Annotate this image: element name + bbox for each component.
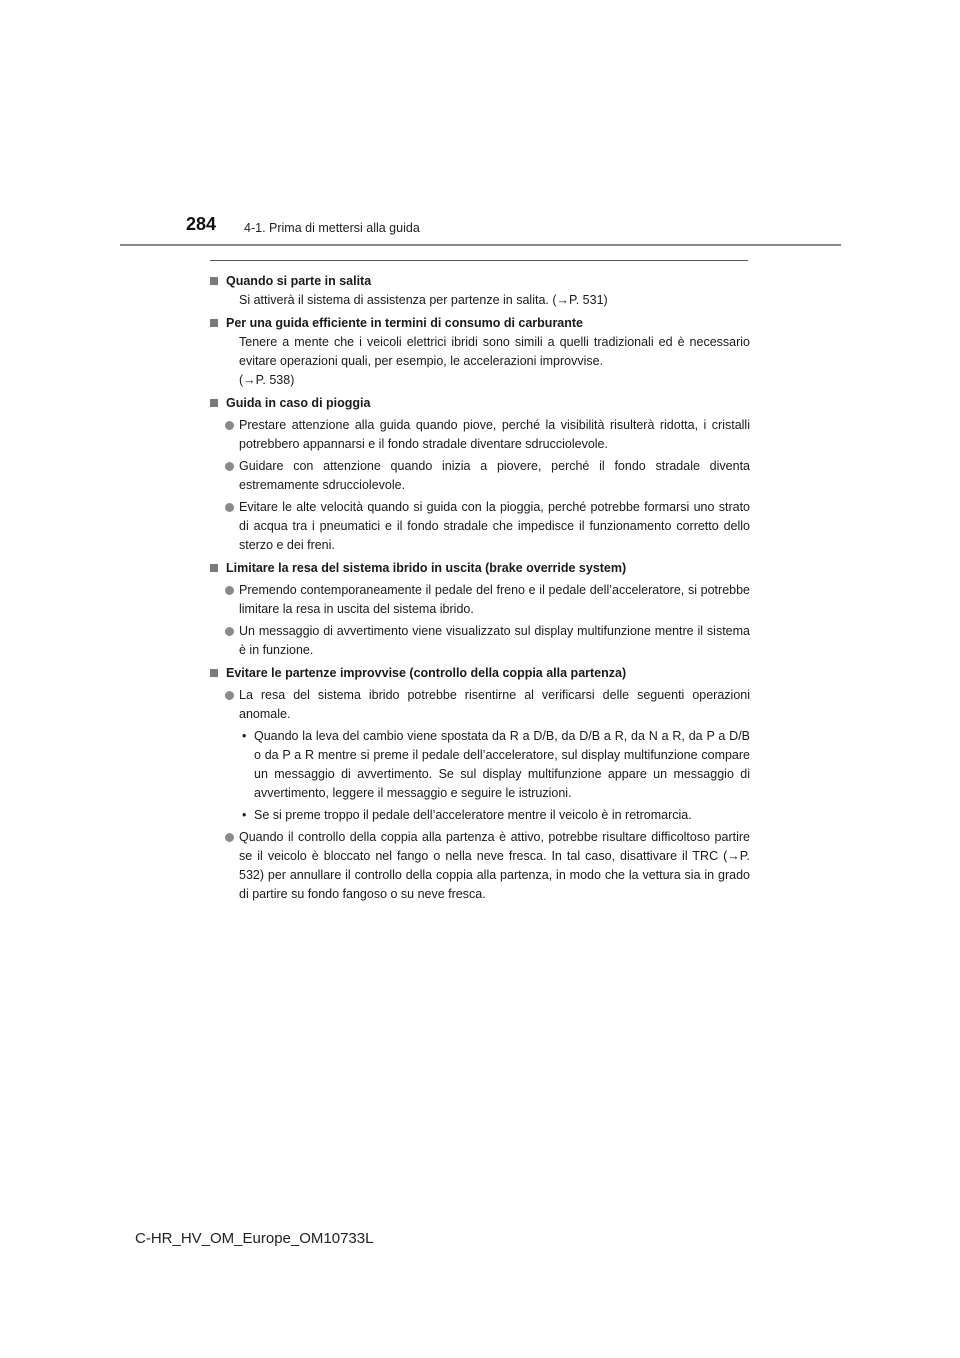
sub-list-item: • Se si preme troppo il pedale dell’acceleratore mentre il veicolo è in retromarcia. [210, 806, 750, 825]
section-uphill-start [210, 272, 750, 310]
square-bullet-icon [210, 399, 218, 407]
page-reference: (→P. 538) [239, 373, 295, 387]
list-item: Premendo contemporaneamente il pedale del freno e il pedale dell’acceleratore, si potrebbe limitare la resa in uscita del sistema ibrido. [210, 581, 750, 619]
sub-list-item: • Quando la leva del cambio viene spostata da R a D/B, da D/B a R, da N a R, da P a D/B o da P a R mentre si preme il pedale dell’acceleratore, sul display multifunzione compare un messaggio di avvertimento. Se sul display multifunzione appare un messaggio di avvertimento, leggere il messaggio e seguire le istruzioni. [242, 729, 750, 800]
page-number: 284 [186, 214, 217, 234]
list-item: Un messaggio di avvertimento viene visualizzato sul display multifunzione mentre il sistema è in funzione. [210, 622, 750, 660]
section-text: Tenere a mente che i veicoli elettrici ibridi sono simili a quelli tradizionali ed è necessario evitare operazioni quali, per esempio, le accelerazioni improvvise. (→P. 538) [210, 333, 750, 390]
section-text: Si attiverà il sistema di assistenza per partenze in salita. (→P. 531) [239, 293, 608, 307]
round-bullet-icon [225, 586, 234, 595]
round-bullet-icon [225, 627, 234, 636]
section-rain-driving [210, 394, 750, 555]
header-rule [120, 244, 841, 246]
section-heading: Quando si parte in salita [210, 272, 750, 291]
page-content [210, 268, 750, 904]
sub-bullet-mark: • [242, 808, 247, 822]
list-item: La resa del sistema ibrido potrebbe risentirne al verificarsi delle seguenti operazioni anomale. [210, 686, 750, 724]
section-heading: Evitare le partenze improvvise (controllo della coppia alla partenza) [210, 664, 750, 683]
section-brake-override [210, 559, 750, 660]
round-bullet-icon [225, 421, 234, 430]
square-bullet-icon [210, 669, 218, 677]
content-rule [210, 260, 748, 261]
square-bullet-icon [210, 319, 218, 327]
square-bullet-icon [210, 277, 218, 285]
square-bullet-icon [210, 564, 218, 572]
section-drive-start-control [210, 664, 750, 904]
section-efficient-driving [210, 314, 750, 390]
round-bullet-icon [225, 462, 234, 471]
list-item: Guidare con attenzione quando inizia a piovere, perché il fondo stradale diventa estremamente sdrucciolevole. [210, 457, 750, 495]
list-item: Evitare le alte velocità quando si guida con la pioggia, perché potrebbe formarsi uno strato di acqua tra i pneumatici e il fondo stradale che impedisce il funzionamento corretto dello sterzo e dei freni. [210, 498, 750, 555]
round-bullet-icon [225, 503, 234, 512]
round-bullet-icon [225, 691, 234, 700]
round-bullet-icon [225, 833, 234, 842]
sub-bullet-mark: • [242, 729, 247, 743]
section-heading: Per una guida efficiente in termini di consumo di carburante [210, 314, 750, 333]
section-heading: Guida in caso di pioggia [210, 394, 750, 413]
section-heading: Limitare la resa del sistema ibrido in uscita (brake override system) [210, 559, 750, 578]
document-code: C-HR_HV_OM_Europe_OM10733L [135, 1230, 374, 1247]
list-item: Quando il controllo della coppia alla partenza è attivo, potrebbe risultare difficoltoso partire se il veicolo è bloccato nel fango o nella neve fresca. In tal caso, disattivare il TRC (→P. 532) per annullare il controllo della coppia alla partenza, in modo che la vettura sia in grado di partire su fondo fangoso o su neve fresca. [210, 828, 750, 904]
chapter-title: 4-1. Prima di mettersi alla guida [244, 221, 420, 235]
list-item: Prestare attenzione alla guida quando piove, perché la visibilità risulterà ridotta, i cristalli potrebbero appannarsi e il fondo stradale diventare sdrucciolevole. [210, 416, 750, 454]
